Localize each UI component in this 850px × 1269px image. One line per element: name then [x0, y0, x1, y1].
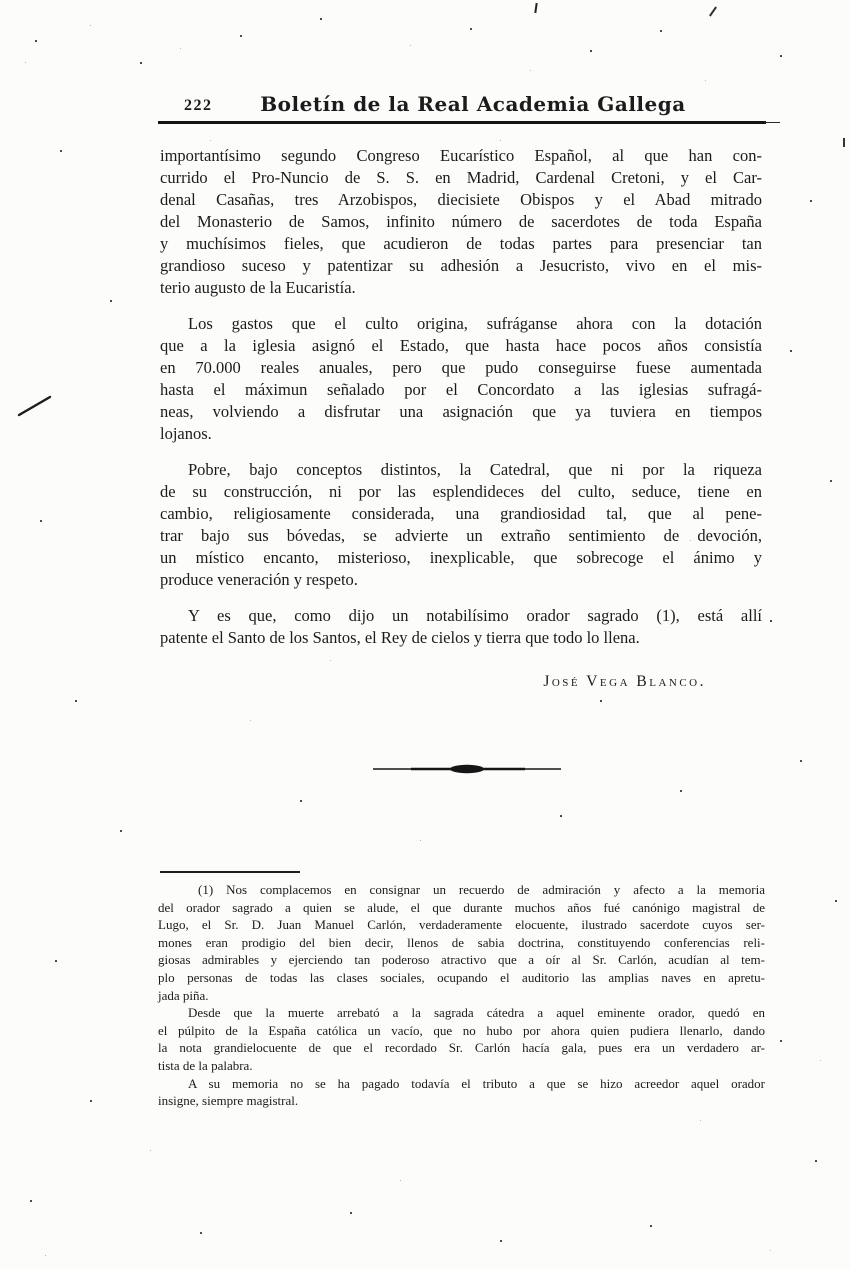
- footnote-paragraph: [158, 881, 765, 1004]
- text-line: del Monasterio de Samos, infinito número de sacerdotes de toda España: [160, 212, 762, 231]
- page-header: [160, 92, 766, 120]
- article-body: [160, 145, 762, 693]
- text-line: del orador sagrado a quien se alude, el que durante muchos años fué canónigo magistral de: [158, 899, 765, 915]
- text-line: que a la iglesia asignó el Estado, que hasta hace pocos años consistía: [160, 336, 762, 355]
- text-line: el púlpito de la España católica un vacío, que no hubo por ahora quien pudiera llenarlo, dando: [158, 1022, 765, 1038]
- paragraph: [160, 313, 762, 445]
- text-line: Desde que la muerte arrebató a la sagrada cátedra a aquel eminente orador, quedó en: [188, 1005, 765, 1021]
- text-line: A su memoria no se ha pagado todavía el tributo a que se hizo acreedor aquel orador: [188, 1075, 765, 1091]
- paragraph: [160, 459, 762, 591]
- text-line: jada piña.: [158, 987, 209, 1003]
- text-line: la nota grandielocuente de que el recordado Sr. Carlón hacía gala, pues era un verdadero ar-: [158, 1040, 765, 1056]
- text-line: denal Casañas, tres Arzobispos, diecisiete Obispos y el Abad mitrado: [160, 190, 762, 209]
- page-number: 222: [184, 97, 213, 114]
- footnote-block: [158, 881, 765, 1110]
- journal-title: Boletín de la Real Academia Gallega: [260, 92, 686, 116]
- text-line: insigne, siempre magistral.: [158, 1093, 299, 1109]
- scan-mark: [843, 138, 845, 147]
- footnote-paragraph: [158, 1075, 765, 1110]
- footnote-separator: [160, 871, 300, 873]
- text-line: trar bajo sus bóvedas, se advierte un extraño sentimiento de devoción,: [160, 526, 762, 545]
- text-line: Pobre, bajo conceptos distintos, la Catedral, que ni por la riqueza: [188, 460, 762, 479]
- text-line: Y es que, como dijo un notabilísimo orador sagrado (1), está allí: [188, 606, 762, 625]
- text-line: currido el Pro-Nuncio de S. S. en Madrid, Cardenal Cretoni, y el Car-: [160, 168, 762, 187]
- header-rule: [158, 121, 766, 124]
- text-line: plo personas de todas las clases sociales, ocupando el auditorio las amplias naves en apretu-: [158, 969, 765, 985]
- text-line: de su construcción, ni por las esplendideces del culto, seduce, tiene en: [160, 482, 762, 501]
- text-line: mones eran prodigio del bien decir, llenos de sabia doctrina, constituyendo conferencias reli-: [158, 934, 765, 950]
- paragraph: [160, 145, 762, 299]
- text-line: un místico encanto, misterioso, inexplicable, que sobrecoge el ánimo y: [160, 548, 762, 567]
- text-line: neas, volviendo a disfrutar una asignación que ya tuviera en tiempos: [160, 402, 762, 421]
- text-line: y muchísimos fieles, que acudieron de todas partes para presenciar tan: [160, 234, 762, 253]
- scan-mark: [534, 3, 537, 13]
- footnote-paragraph: [158, 1004, 765, 1074]
- scan-mark: [709, 6, 717, 16]
- text-line: terio augusto de la Eucaristía.: [160, 278, 356, 297]
- text-line: Lugo, el Sr. D. Juan Manuel Carlón, verdaderamente elocuente, ilustrado sacerdote cuyos ser-: [158, 917, 765, 933]
- paragraph: [160, 605, 762, 649]
- text-line: (1) Nos complacemos en consignar un recuerdo de admiración y afecto a la memoria: [198, 882, 765, 897]
- author-signature: José Vega Blanco.: [543, 673, 706, 690]
- text-line: giosas admirables y ejerciendo tan poderoso atractivo que a oír al Sr. Carlón, acudían al tem-: [158, 952, 765, 968]
- text-line: produce veneración y respeto.: [160, 570, 358, 589]
- text-line: tista de la palabra.: [158, 1057, 253, 1073]
- text-line: hasta el máximun señalado por el Concordato a las iglesias sufragá-: [160, 380, 762, 399]
- text-line: importantísimo segundo Congreso Eucarístico Español, al que han con-: [160, 146, 762, 165]
- text-line: en 70.000 reales anuales, pero que pudo conseguirse fuese aumentada: [160, 358, 762, 377]
- text-line: patente el Santo de los Santos, el Rey de cielos y tierra que todo lo llena.: [160, 628, 640, 647]
- margin-pen-mark: [16, 392, 54, 420]
- text-line: grandioso suceso y patentizar su adhesión a Jesucristo, vivo en el mis-: [160, 256, 762, 275]
- text-line: cambio, religiosamente considerada, una grandiosidad tal, que al pene-: [160, 504, 762, 523]
- section-divider: [373, 762, 561, 776]
- text-line: lojanos.: [160, 424, 212, 443]
- text-line: Los gastos que el culto origina, sufráganse ahora con la dotación: [188, 314, 762, 333]
